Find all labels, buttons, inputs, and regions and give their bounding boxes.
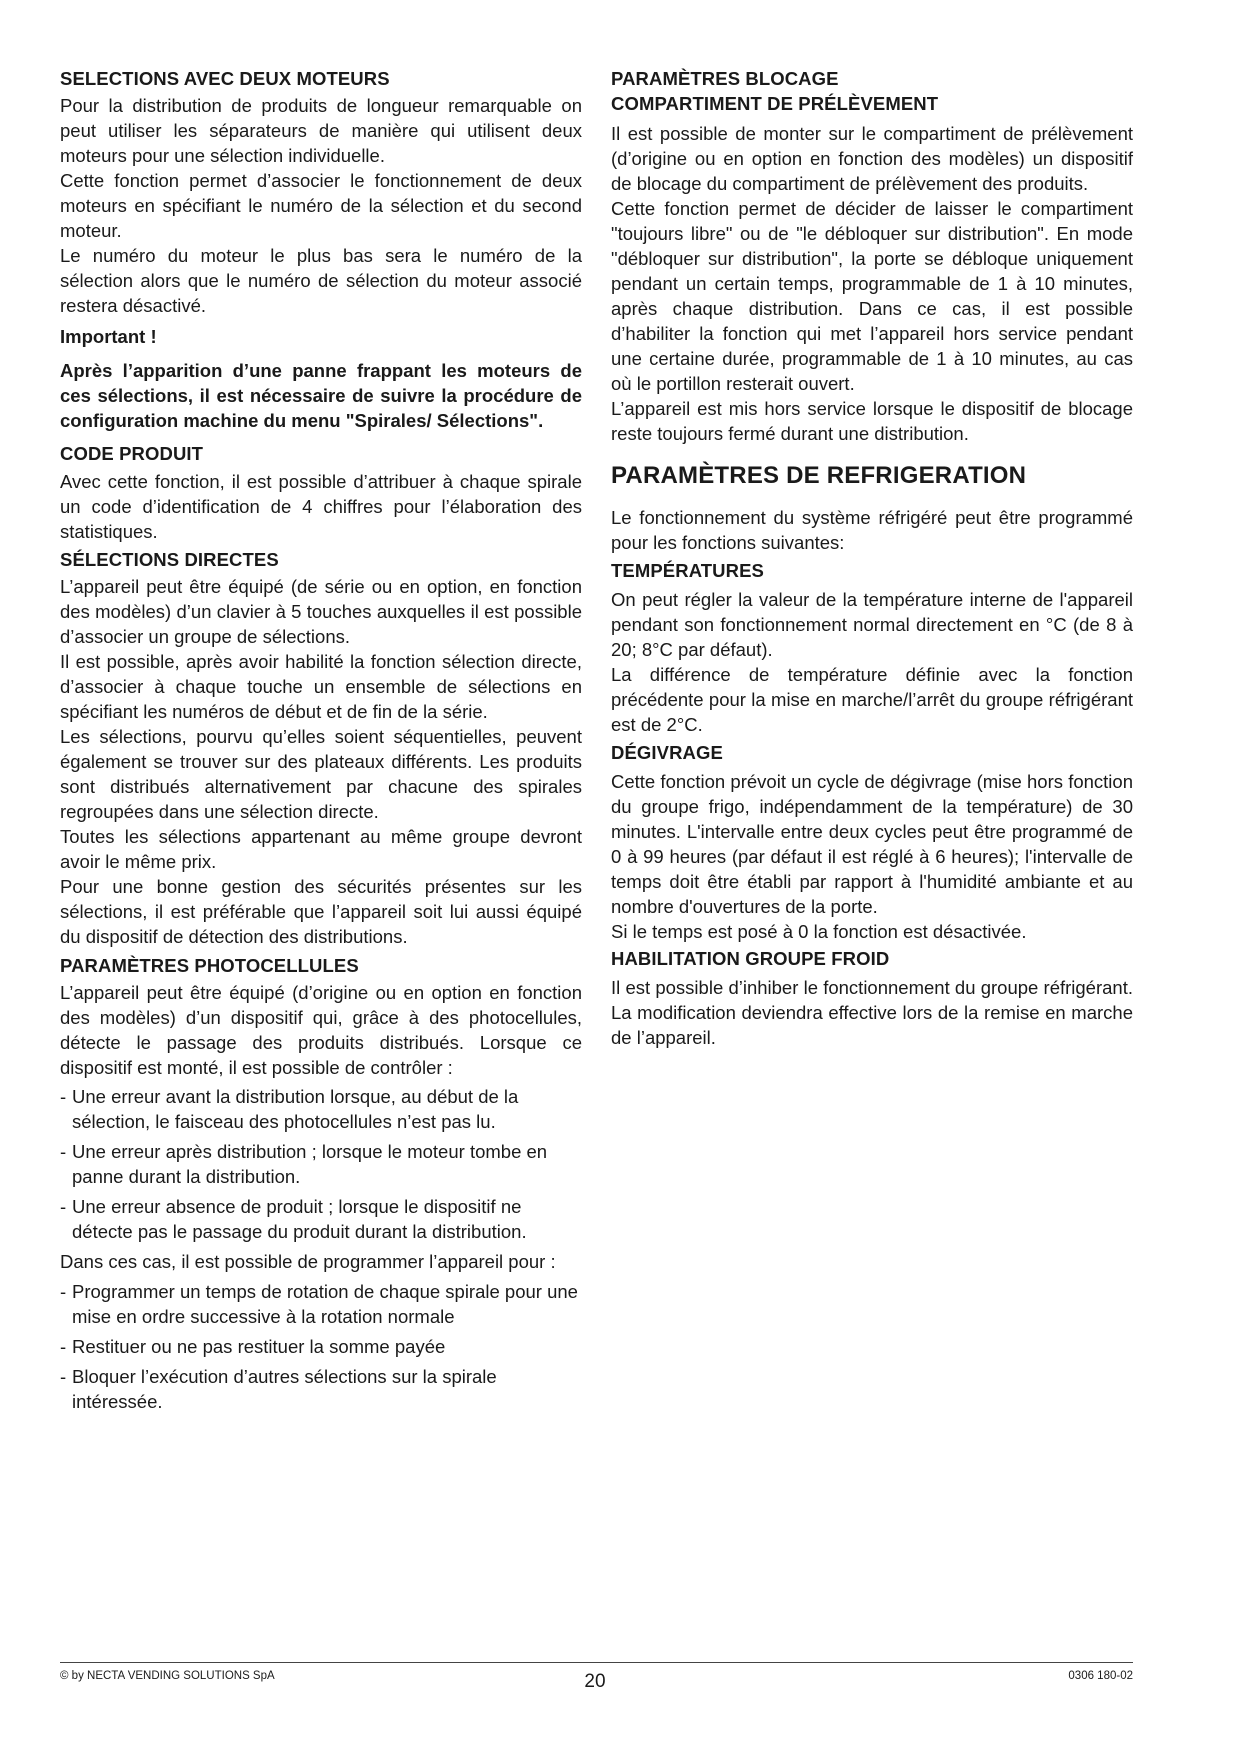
programming-options-list	[60, 1279, 582, 1414]
right-column	[611, 66, 1133, 1050]
list-item: - Une erreur absence de produit ; lorsque le dispositif ne détecte pas le passage du produit durant la distribution.	[60, 1196, 527, 1242]
footer-divider	[60, 1662, 1133, 1663]
paragraph: L’appareil peut être équipé (d’origine ou en option en fonction des modèles) d’un dispositif qui, grâce à des photocellules, détecte le passage des produits distribués. Lorsque ce dispositif est monté, il est possible de contrôler :	[60, 982, 582, 1078]
paragraph: Pour une bonne gestion des sécurités présentes sur les sélections, il est préférable que l’appareil soit lui aussi équipé du dispositif de détection des distributions.	[60, 876, 582, 947]
paragraph: Il est possible d’inhiber le fonctionnement du groupe réfrigérant. La modification deviendra effective lors de la remise en marche de l’appareil.	[611, 977, 1133, 1048]
document-code: 0306 180-02	[1068, 1670, 1133, 1682]
paragraph: Il est possible, après avoir habilité la fonction sélection directe, d’associer à chaque touche un ensemble de sélections en spécifiant les numéros de début et de fin de la série.	[60, 651, 582, 722]
heading-selections-directes: SÉLECTIONS DIRECTES	[60, 549, 279, 570]
paragraph: Le numéro du moteur le plus bas sera le numéro de la sélection alors que le numéro de sélection du moteur associé restera désactivé.	[60, 245, 582, 316]
important-note: Après l’apparition d’une panne frappant les moteurs de ces sélections, il est nécessaire de suivre la procédure de configuration machine du menu "Spirales/ Sélections".	[60, 360, 582, 431]
heading-refrigeration: PARAMÈTRES DE REFRIGERATION	[611, 462, 1027, 489]
paragraph: Pour la distribution de produits de longueur remarquable on peut utiliser les séparateurs de manière qui utilisent deux moteurs pour une sélection individuelle.	[60, 95, 582, 166]
list-item: - Bloquer l’exécution d’autres sélections sur la spirale intéressée.	[60, 1366, 497, 1412]
list-item: - Restituer ou ne pas restituer la somme payée	[60, 1336, 446, 1357]
photocell-error-list	[60, 1084, 582, 1244]
page-number: 20	[584, 1671, 606, 1692]
heading-blocage-line2: COMPARTIMENT DE PRÉLÈVEMENT	[611, 93, 939, 114]
paragraph: Il est possible de monter sur le compartiment de prélèvement (d’origine ou en option en fonction des modèles) un dispositif de blocage du compartiment de prélèvement des produits.	[611, 123, 1133, 194]
heading-degivrage: DÉGIVRAGE	[611, 742, 723, 763]
heading-deux-moteurs: SELECTIONS AVEC DEUX MOTEURS	[60, 68, 390, 89]
paragraph: L’appareil est mis hors service lorsque le dispositif de blocage reste toujours fermé durant une distribution.	[611, 398, 1133, 444]
paragraph: Les sélections, pourvu qu’elles soient séquentielles, peuvent également se trouver sur des plateaux différents. Les produits sont distribués alternativement par chacune des spirales regroupées dans une sélection directe.	[60, 726, 582, 822]
paragraph: Le fonctionnement du système réfrigéré peut être programmé pour les fonctions suivantes:	[611, 507, 1133, 553]
paragraph: Toutes les sélections appartenant au même groupe devront avoir le même prix.	[60, 826, 582, 872]
important-label: Important !	[60, 326, 157, 347]
list-item: - Une erreur avant la distribution lorsque, au début de la sélection, le faisceau des photocellules n’est pas lu.	[60, 1086, 519, 1132]
paragraph: Cette fonction prévoit un cycle de dégivrage (mise hors fonction du groupe frigo, indépendamment de la température) de 30 minutes. L'intervalle entre deux cycles peut être programmé de 0 à 99 heures (par défaut il est réglé à 6 heures); l'intervalle de temps doit être établi par rapport à l'humidité ambiante et au nombre d'ouvertures de la porte.	[611, 771, 1133, 917]
heading-photocellules: PARAMÈTRES PHOTOCELLULES	[60, 955, 359, 976]
heading-temperatures: TEMPÉRATURES	[611, 560, 764, 581]
paragraph: On peut régler la valeur de la température interne de l'appareil pendant son fonctionnement normal directement en °C (de 8 à 20; 8°C par défaut).	[611, 589, 1133, 660]
paragraph: L’appareil peut être équipé (de série ou en option, en fonction des modèles) d’un clavier à 5 touches auxquelles il est possible d’associer un groupe de sélections.	[60, 576, 582, 647]
list-item: - Une erreur après distribution ; lorsque le moteur tombe en panne durant la distribution.	[60, 1141, 548, 1187]
heading-code-produit: CODE PRODUIT	[60, 443, 204, 464]
heading-blocage-line1: PARAMÈTRES BLOCAGE	[611, 68, 839, 89]
footer-copyright: © by NECTA VENDING SOLUTIONS SpA	[60, 1670, 275, 1682]
paragraph: Cette fonction permet d’associer le fonctionnement de deux moteurs en spécifiant le numéro de la sélection et du second moteur.	[60, 170, 582, 241]
list-item: - Programmer un temps de rotation de chaque spirale pour une mise en ordre successive à la rotation normale	[60, 1281, 578, 1327]
paragraph: Si le temps est posé à 0 la fonction est désactivée.	[611, 921, 1027, 942]
paragraph: Avec cette fonction, il est possible d’attribuer à chaque spirale un code d’identification de 4 chiffres pour l’élaboration des statistiques.	[60, 471, 582, 542]
paragraph: La différence de température définie avec la fonction précédente pour la mise en marche/l’arrêt du groupe réfrigérant est de 2°C.	[611, 664, 1133, 735]
heading-groupe-froid: HABILITATION GROUPE FROID	[611, 948, 890, 969]
paragraph: Dans ces cas, il est possible de programmer l’appareil pour :	[60, 1251, 556, 1272]
paragraph: Cette fonction permet de décider de laisser le compartiment "toujours libre" ou de "le débloquer sur distribution". En mode "débloquer sur distribution", la porte se débloque uniquement pendant un certain temps, programmable de 1 à 10 minutes, après chaque distribution. Dans ce cas, il est possible d’habiliter la fonction qui met l’appareil hors service pendant une certaine durée, programmable de 1 à 10 minutes, au cas où le portillon resterait ouvert.	[611, 198, 1133, 394]
left-column	[60, 66, 582, 1414]
